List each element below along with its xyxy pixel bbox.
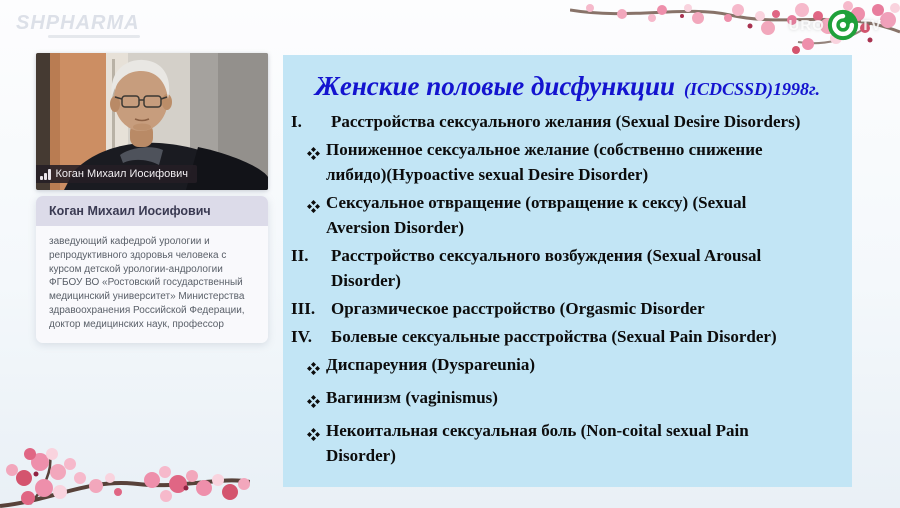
list-item: [283, 352, 852, 382]
channel-logo: [788, 9, 882, 41]
list-item: [283, 385, 852, 415]
diamond-bullet-icon: [307, 352, 326, 382]
list-item: [283, 109, 852, 134]
diamond-bullet-icon: [307, 418, 326, 468]
list-item: [283, 418, 852, 468]
video-name-overlay: [36, 165, 197, 183]
sakura-decoration-bottom-left: [0, 418, 250, 508]
list-item-text: Некоитальная сексуальная боль (Non-coital sexual Pain Disorder): [326, 421, 749, 465]
list-item: [283, 190, 852, 240]
audio-level-icon: [40, 169, 51, 180]
diamond-bullet-icon: [307, 385, 326, 415]
presentation-slide: [283, 55, 852, 487]
list-item: [283, 243, 852, 293]
list-item-text: Расстройство сексуального возбуждения (Sexual Arousal Disorder): [331, 246, 762, 290]
speaker-video: [36, 53, 268, 190]
urotv-logo-icon: [827, 9, 859, 41]
list-marker: I.: [291, 112, 302, 131]
list-marker: III.: [291, 299, 316, 318]
list-item: [283, 296, 852, 321]
channel-logo-prefix: URO: [788, 16, 825, 34]
list-item-text: Оргазмическое расстройство (Orgasmic Disorder: [331, 299, 705, 318]
channel-logo-suffix: TV: [860, 16, 882, 34]
list-item-text: Диспареуния (Dyspareunia): [326, 355, 536, 374]
list-item-text: Пониженное сексуальное желание (собственно снижение либидо)(Hypoactive sexual Desire Disorder): [326, 140, 763, 184]
list-item-text: Расстройства сексуального желания (Sexual Desire Disorders): [331, 112, 801, 131]
brand-tagline-line: [48, 35, 140, 38]
list-item: [283, 137, 852, 187]
speaker-card-name: Коган Михаил Иосифович: [36, 196, 268, 226]
slide-list: [283, 109, 852, 468]
diamond-bullet-icon: [307, 137, 326, 187]
diamond-bullet-icon: [307, 190, 326, 240]
video-speaker-name: Коган Михаил Иосифович: [55, 168, 189, 180]
list-item-text: Вагинизм (vaginismus): [326, 388, 498, 407]
slide-title-main: Женские половые дисфункции: [315, 71, 676, 101]
list-marker: II.: [291, 246, 309, 265]
slide-title-suffix: (ICDCSSD)1998г.: [684, 79, 820, 99]
list-item-text: Болевые сексуальные расстройства (Sexual Pain Disorder): [331, 327, 777, 346]
list-item-text: Сексуальное отвращение (отвращение к сексу) (Sexual Aversion Disorder): [326, 193, 747, 237]
speaker-card-bio: заведующий кафедрой урологии и репродуктивного здоровья человека с курсом детской урологии-андрологии ФГБОУ ВО «Ростовский государственный медицинский университет» Министерства здравоохранения Российской Федерации, доктор медицинских наук, профессор: [36, 226, 268, 343]
list-marker: IV.: [291, 327, 312, 346]
list-item: [283, 324, 852, 349]
brand-logo: SHPHARMA: [16, 12, 140, 34]
speaker-card: [36, 196, 268, 343]
